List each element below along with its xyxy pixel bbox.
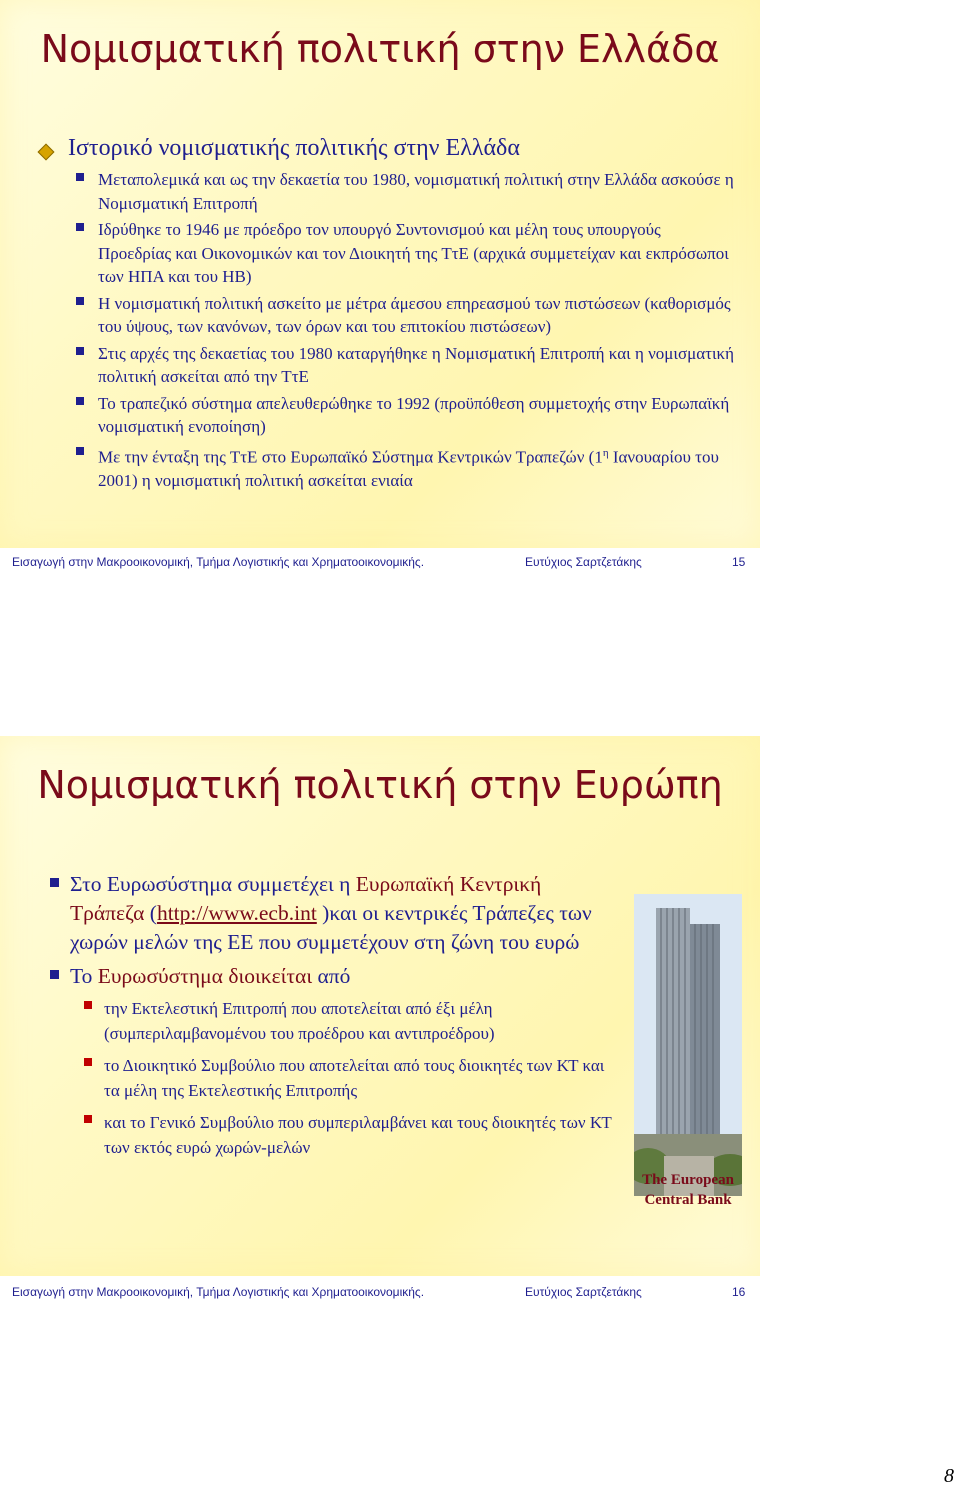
slide-monetary-policy-europe: [0, 736, 760, 1276]
slide-monetary-policy-greece: [0, 0, 760, 548]
photo-caption: The European Central Bank: [642, 1172, 734, 1208]
slide-title: Νομισματική πολιτική στην Ελλάδα: [40, 27, 720, 71]
footer-author: Ευτύχιος Σαρτζετάκης: [525, 1285, 642, 1299]
square-bullet-icon: [84, 1001, 92, 1009]
footer-author: Ευτύχιος Σαρτζετάκης: [525, 555, 642, 569]
bullet-list: [50, 870, 620, 1168]
eurosystem-highlight: Ευρωσύστημα διοικείται: [97, 964, 313, 988]
list-item: Με την ένταξη της ΤτΕ στο Ευρωπαϊκό Σύστημα Κεντρικών Τραπεζών ($1^\eta$ Ιανουαρίου του 2001) η νομισματική πολιτική ασκείται ενιαία: [76, 442, 736, 493]
bullet-heading: Ιστορικό νομισματικής πολιτικής στην Ελλάδα: [68, 135, 520, 161]
ecb-tower-illustration: [634, 894, 742, 1196]
footer-course: Εισαγωγή στην Μακροοικονομική, Τμήμα Λογιστικής και Χρηματοοικονομικής.: [12, 555, 425, 569]
bullet-list: [76, 168, 736, 495]
square-bullet-icon: [76, 347, 84, 355]
square-bullet-icon: [84, 1058, 92, 1066]
sub-list-item: και το Γενικό Συμβούλιο που συμπεριλαμβάνει και τους διοικητές των ΚΤ των εκτός ευρώ χωρών-μελών: [84, 1111, 620, 1160]
square-bullet-icon: [76, 223, 84, 231]
slide-number: 15: [732, 555, 746, 569]
ecb-link[interactable]: http://www.ecb.int: [156, 901, 317, 925]
list-item: Ιδρύθηκε το 1946 με πρόεδρο τον υπουργό Συντονισμού και μέλη τους υπουργούς Προεδρίας και Οικονομικών και τον Διοικητή της ΤτΕ (αρχικά συμμετείχαν και εκπρόσωποι των ΗΠΑ και του ΗΒ): [76, 218, 736, 289]
main-bullet: [40, 134, 520, 162]
page-number: 8: [944, 1465, 954, 1487]
square-bullet-icon: [76, 297, 84, 305]
square-bullet-icon: [76, 397, 84, 405]
list-item: Η νομισματική πολιτική ασκείτο με μέτρα άμεσου επηρεασμού των πιστώσεων (καθορισμός του ύψους, των κανόνων, των όρων και του επιτοκίου πιστώσεων): [76, 292, 736, 339]
slide-number: 16: [732, 1285, 746, 1299]
ecb-name: Ευρωπαϊκή Κεντρική Τράπεζα: [70, 872, 542, 925]
square-bullet-icon: [50, 970, 59, 979]
footer-course: Εισαγωγή στην Μακροοικονομική, Τμήμα Λογιστικής και Χρηματοοικονομικής.: [12, 1285, 425, 1299]
diamond-bullet-icon: [38, 144, 55, 161]
list-item: Μεταπολεμικά και ως την δεκαετία του 1980, νομισματική πολιτική στην Ελλάδα ασκούσε η Νομισματική Επιτροπή: [76, 168, 736, 215]
square-bullet-icon: [76, 173, 84, 181]
list-item: Το τραπεζικό σύστημα απελευθερώθηκε το 1992 (προϋπόθεση συμμετοχής στην Ευρωπαϊκή νομισματική ενοποίηση): [76, 392, 736, 439]
square-bullet-icon: [76, 447, 84, 455]
sub-list-item: την Εκτελεστική Επιτροπή που αποτελείται από έξι μέλη (συμπεριλαμβανομένου του προέδρου και αντιπροέδρου): [84, 997, 620, 1046]
list-item: Στις αρχές της δεκαετίας του 1980 καταργήθηκε η Νομισματική Επιτροπή και η νομισματική πολιτική ασκείται από την ΤτΕ: [76, 342, 736, 389]
list-item: Το Ευρωσύστημα διοικείται από την Εκτελεστική Επιτροπή που αποτελείται από έξι μέλη (συμπεριλαμβανομένου του προέδρου και αντιπροέδρου) το Διοικητικό Συμβούλιο που αποτελείται από τους διοικητές των ΚΤ και τα μέλη της Εκτελεστικής Επιτροπής και το Γενικό Συμβούλιο που συμπεριλαμβάνει και τους διοικητές των ΚΤ των εκτός ευρώ χωρών-μελών: [50, 962, 620, 1160]
sub-list-item: το Διοικητικό Συμβούλιο που αποτελείται από τους διοικητές των ΚΤ και τα μέλη της Εκτελεστικής Επιτροπής: [84, 1054, 620, 1103]
list-item: Στο Ευρωσύστημα συμμετέχει η Ευρωπαϊκή Κεντρική Τράπεζα (http://www.ecb.int )και οι κεντρικές Τράπεζες των χωρών μελών της ΕΕ που συμμετέχουν στη ζώνη του ευρώ: [50, 870, 620, 957]
slide-title: Νομισματική πολιτική στην Ευρώπη: [37, 763, 723, 807]
square-bullet-icon: [84, 1115, 92, 1123]
square-bullet-icon: [50, 878, 59, 887]
ecb-building-photo: [634, 894, 742, 1196]
sub-bullet-list: [84, 997, 620, 1160]
